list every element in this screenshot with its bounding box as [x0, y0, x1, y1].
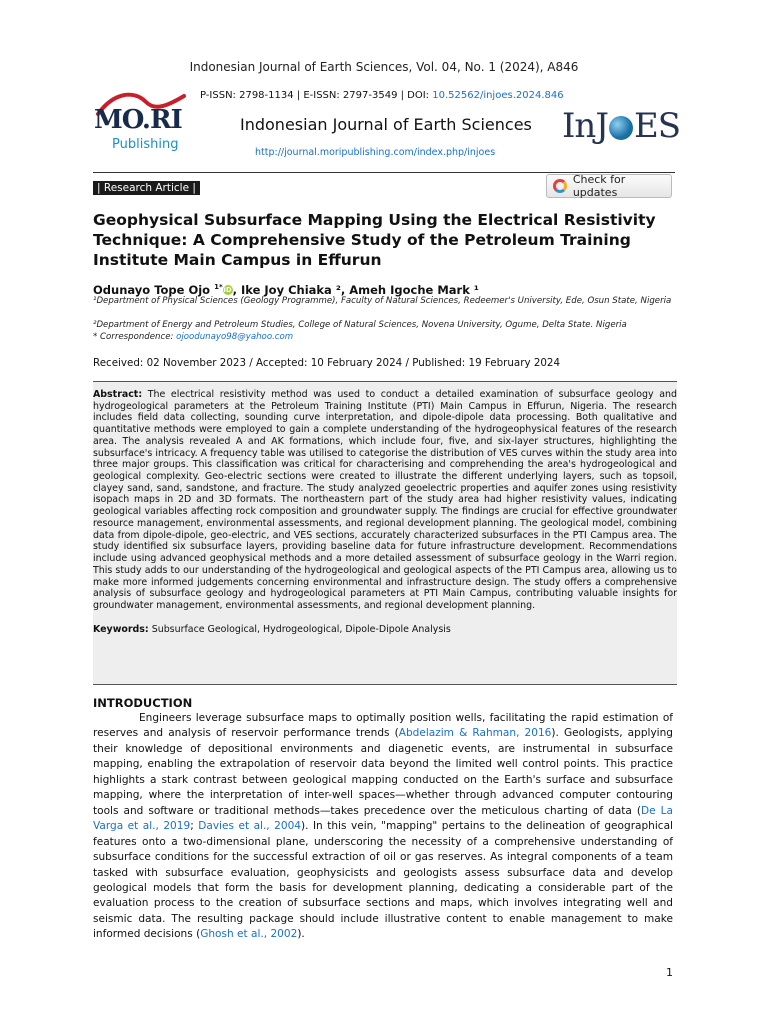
citation-link[interactable]: Abdelazim & Rahman, 2016 — [398, 727, 552, 740]
publisher-logo-sub: Publishing — [112, 137, 179, 152]
affiliation-2: ²Department of Energy and Petroleum Studies, College of Natural Sciences, Novena University, Ogume, Delta State. Nigeria — [93, 320, 627, 330]
keywords-label: Keywords: — [93, 623, 149, 635]
journal-logo-left: InJ — [562, 106, 608, 146]
journal-name: Indonesian Journal of Earth Sciences — [240, 115, 532, 134]
issn-line — [200, 90, 564, 101]
intro-text-3: ; — [190, 820, 199, 833]
keywords-text: Subsurface Geological, Hydrogeological, Dipole-Dipole Analysis — [148, 623, 451, 635]
citation-link[interactable]: De La Varga et al., 2019 — [93, 804, 673, 833]
journal-reference: Indonesian Journal of Earth Sciences, Vol. 04, No. 1 (2024), A846 — [189, 60, 579, 74]
author-list — [93, 283, 479, 297]
article-title: Geophysical Subsurface Mapping Using the Electrical Resistivity Technique: A Comprehensive Study of the Petroleum Training Institute Main Campus in Effurun — [93, 211, 656, 269]
check-for-updates-label: Check for updates — [572, 173, 626, 199]
correspondence — [93, 332, 673, 343]
introduction-paragraph — [93, 711, 673, 943]
correspondence-label: * Correspondence: — [93, 332, 177, 342]
abstract-box — [93, 381, 677, 685]
other-authors: , Ike Joy Chiaka ², Ameh Igoche Mark ¹ — [232, 283, 479, 297]
journal-url-link[interactable]: http://journal.moripublishing.com/index.php/injoes — [255, 147, 496, 158]
doi-link[interactable]: 10.52562/injoes.2024.846 — [432, 90, 564, 101]
keywords — [93, 624, 677, 635]
check-for-updates-button[interactable] — [546, 174, 672, 198]
correspondence-email-link[interactable]: ojoodunayo98@yahoo.com — [176, 332, 294, 342]
section-heading-introduction: INTRODUCTION — [93, 696, 193, 710]
author-1-superscript: 1* — [214, 283, 223, 292]
author-1: Odunayo Tope Ojo — [93, 283, 215, 297]
issn-text: P-ISSN: 2798-1134 | E-ISSN: 2797-3549 | DOI: — [200, 90, 433, 101]
publisher-logo-main: MO.RI — [94, 105, 182, 135]
abstract — [93, 389, 677, 612]
intro-text-5: ). — [297, 928, 305, 941]
abstract-body: The electrical resistivity method was used to conduct a detailed examination of subsurface geology and hydrogeological parameters at the Petroleum Training Institute (PTI) Main Campus in Effurun, Nigeria. The research includes field data collecting, sounding curve interpretation, and dipole-dipole data processing. Both qualitative and quantitative methods were employed to gain a complete understanding of the hydrogeophysical features of the research area. The analysis revealed A and AK formations, which include four, five, and six-layer structures, highlighting the subsurface's intricacy. A frequency table was utilised to categorise the distribution of VES curves within the study area into three major groups. This classification was critical for characterising and comprehending the area's hydrogeological and geological complexity. Geo-electric sections were created to illustrate the different underlying layers, such as topsoil, clayey sand, sand, sandstone, and fracture. The study analyzed geoelectric properties and aquifer zones using resistivity isopach maps in 2D and 3D formats. The northeastern part of the study area had higher resistivity values, indicating geological variables affecting rock composition and groundwater supply. The findings are crucial for effective groundwater resource management, environmental assessments, and regional development planning. The geological model, combining data from dipole-dipole, geo-electric, and VES sections, accurately characterized subsurfaces in the PTI Campus area. The study identified six subsurface layers, providing baseline data for future infrastructure development. Recommendations include using advanced geophysical methods and a more detailed assessment of subsurface geology in the Warri region. This study adds to our understanding of the hydrogeological and geological aspects of the PTI Campus area, allowing us to make more informed judgements concerning environmental and infrastructure design. The study offers a comprehensive analysis of subsurface geology and hydrogeological parameters at PTI Main Campus, contributing valuable insights for groundwater management, environmental assessments, and regional development planning. — [93, 389, 677, 611]
publisher-logo — [94, 88, 204, 160]
abstract-label: Abstract: — [93, 389, 143, 400]
citation-link[interactable]: Ghosh et al., 2002 — [200, 928, 298, 941]
affiliation-1: ¹Department of Physical Sciences (Geology Programme), Faculty of Natural Sciences, Redeemer's University, Ede, Osun State, Nigeria — [93, 296, 672, 306]
intro-text-1: Engineers leverage subsurface maps to optimally position wells, facilitating the rapid estimation of reserves and analysis of reservoir performance trends ( — [93, 712, 673, 740]
journal-logo-right: ES — [633, 106, 681, 146]
journal-logo — [562, 106, 680, 146]
crossmark-icon — [553, 179, 567, 193]
intro-text-2: ). Geologists, applying their knowledge of depositional environments and diagenetic events, are instrumental in subsurface mapping, enabling the extrapolation of reservoir data beyond the limited well control points. This practice highlights a stark contrast between geological mapping conducted on the Earth's surface and subsurface mapping, where the interpretation of inter-well spaces—whether through advanced computer contouring tools and software or traditional methods—takes precedence over the meticulous charting of data ( — [93, 727, 673, 817]
orcid-icon[interactable]: iD — [223, 286, 232, 294]
article-type-badge: | Research Article | — [93, 181, 200, 195]
citation-link[interactable]: Davies et al., 2004 — [198, 820, 301, 833]
globe-icon — [609, 116, 633, 140]
page-number: 1 — [666, 966, 673, 979]
intro-text-4: ). In this vein, "mapping" pertains to the delineation of geographical features onto a two-dimensional plane, underscoring the necessity of a comprehensive understanding of subsurface conditions for the successful extraction of oil or gas reserves. As integral components of a team tasked with subsurface evaluation, geophysicists and geologists assess subsurface data and develop geological models that form the basis for development planning, dedicating a considerable part of the evaluation process to the creation of subsurface sections and maps, which involves integrating well and seismic data. The resulting package should include illustrative content to enable management to make informed decisions ( — [93, 820, 673, 941]
publication-dates: Received: 02 November 2023 / Accepted: 10 February 2024 / Published: 19 February 2024 — [93, 357, 561, 369]
